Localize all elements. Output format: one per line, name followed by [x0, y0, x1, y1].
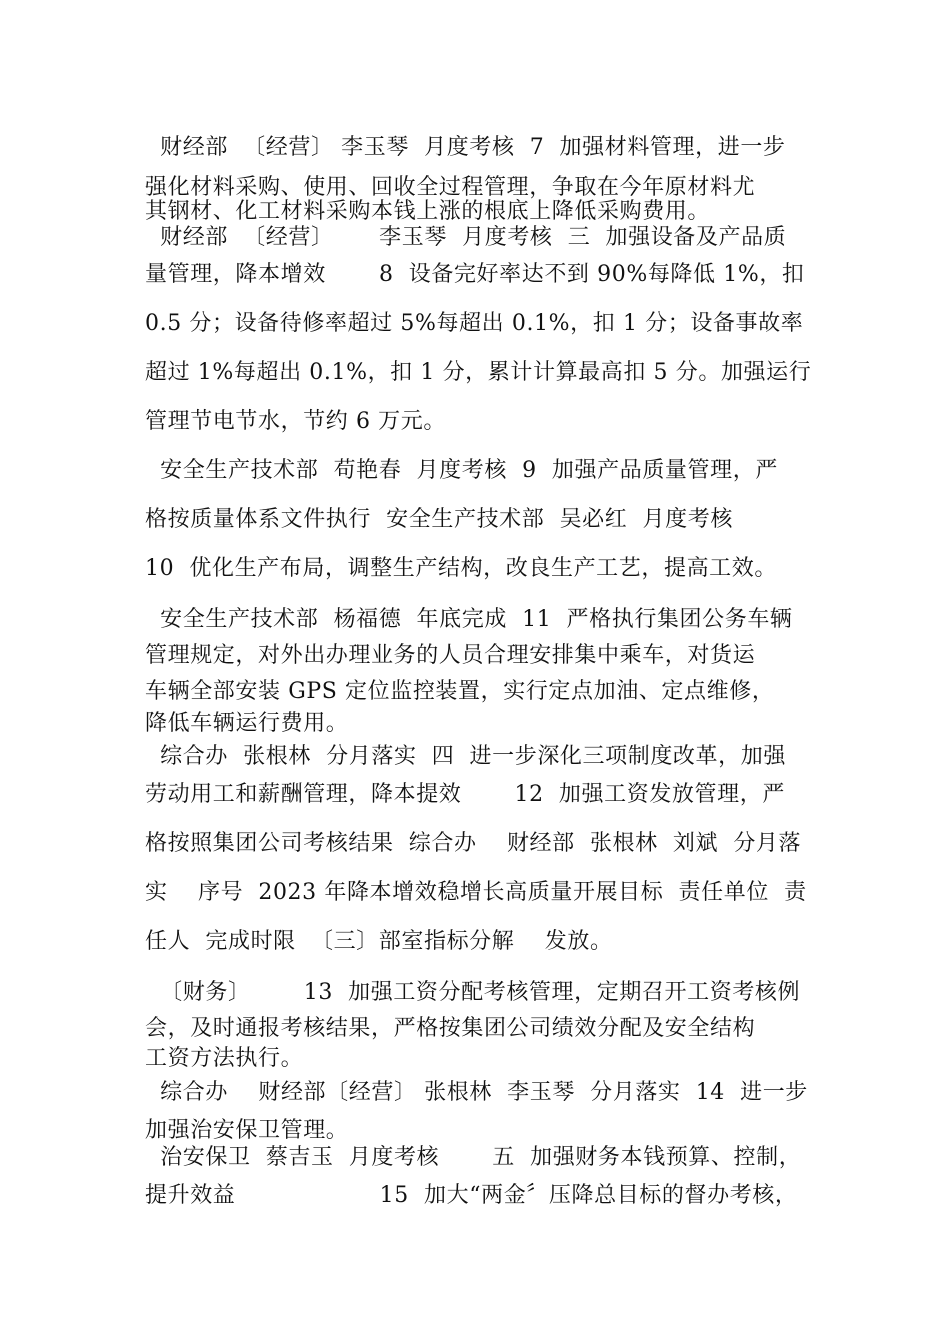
- text-line: 格按照集团公司考核结果 综合办 财经部 张根林 刘斌 分月落: [145, 831, 802, 856]
- text-line: 格按质量体系文件执行 安全生产技术部 吴必红 月度考核: [145, 507, 733, 532]
- text-line: 任人 完成时限 〔三〕部室指标分解 发放。: [145, 929, 613, 954]
- text-line: 0.5 分；设备待修率超过 5%每超出 0.1%，扣 1 分；设备事故率: [145, 311, 804, 336]
- text-line: 强化材料采购、使用、回收全过程管理，争取在今年原材料尤: [145, 175, 756, 200]
- text-line: 财经部 〔经营〕 李玉琴 月度考核 三 加强设备及产品质: [145, 225, 787, 250]
- text-line: 〔财务〕 13 加强工资分配考核管理，定期召开工资考核例: [145, 980, 801, 1005]
- text-line: 10 优化生产布局，调整生产结构，改良生产工艺，提高工效。: [145, 556, 777, 581]
- text-line: 其钢材、化工材料采购本钱上涨的根底上降低采购费用。: [145, 199, 711, 224]
- text-line: 提升效益 15 加大“两金〞压降总目标的督办考核，: [145, 1183, 798, 1208]
- text-line: 加强治安保卫管理。: [145, 1118, 349, 1143]
- text-line: 综合办 财经部〔经营〕 张根林 李玉琴 分月落实 14 进一步: [145, 1080, 808, 1105]
- text-line: 财经部 〔经营〕 李玉琴 月度考核 7 加强材料管理，进一步: [145, 135, 786, 160]
- text-line: 工资方法执行。: [145, 1046, 304, 1071]
- text-line: 安全生产技术部 杨福德 年底完成 11 严格执行集团公务车辆: [145, 607, 793, 632]
- text-line: 综合办 张根林 分月落实 四 进一步深化三项制度改革，加强: [145, 744, 786, 769]
- text-line: 会，及时通报考核结果，严格按集团公司绩效分配及安全结构: [145, 1016, 756, 1041]
- text-line: 降低车辆运行费用。: [145, 711, 349, 736]
- text-line: 治安保卫 蔡吉玉 月度考核 五 加强财务本钱预算、控制，: [145, 1145, 802, 1170]
- text-line: 管理规定，对外出办理业务的人员合理安排集中乘车，对货运: [145, 643, 756, 668]
- text-line: 劳动用工和薪酬管理，降本提效 12 加强工资发放管理，严: [145, 782, 785, 807]
- text-line: 超过 1%每超出 0.1%，扣 1 分，累计计算最高扣 5 分。加强运行: [145, 360, 812, 385]
- text-line: 安全生产技术部 苟艳春 月度考核 9 加强产品质量管理，严: [145, 458, 778, 483]
- text-line: 实 序号 2023 年降本增效稳增长高质量开展目标 责任单位 责: [145, 880, 807, 905]
- text-line: 车辆全部安装 GPS 定位监控装置，实行定点加油、定点维修，: [145, 679, 775, 704]
- text-line: 量管理，降本增效 8 设备完好率达不到 90%每降低 1%，扣: [145, 262, 805, 287]
- text-line: 管理节电节水，节约 6 万元。: [145, 409, 446, 434]
